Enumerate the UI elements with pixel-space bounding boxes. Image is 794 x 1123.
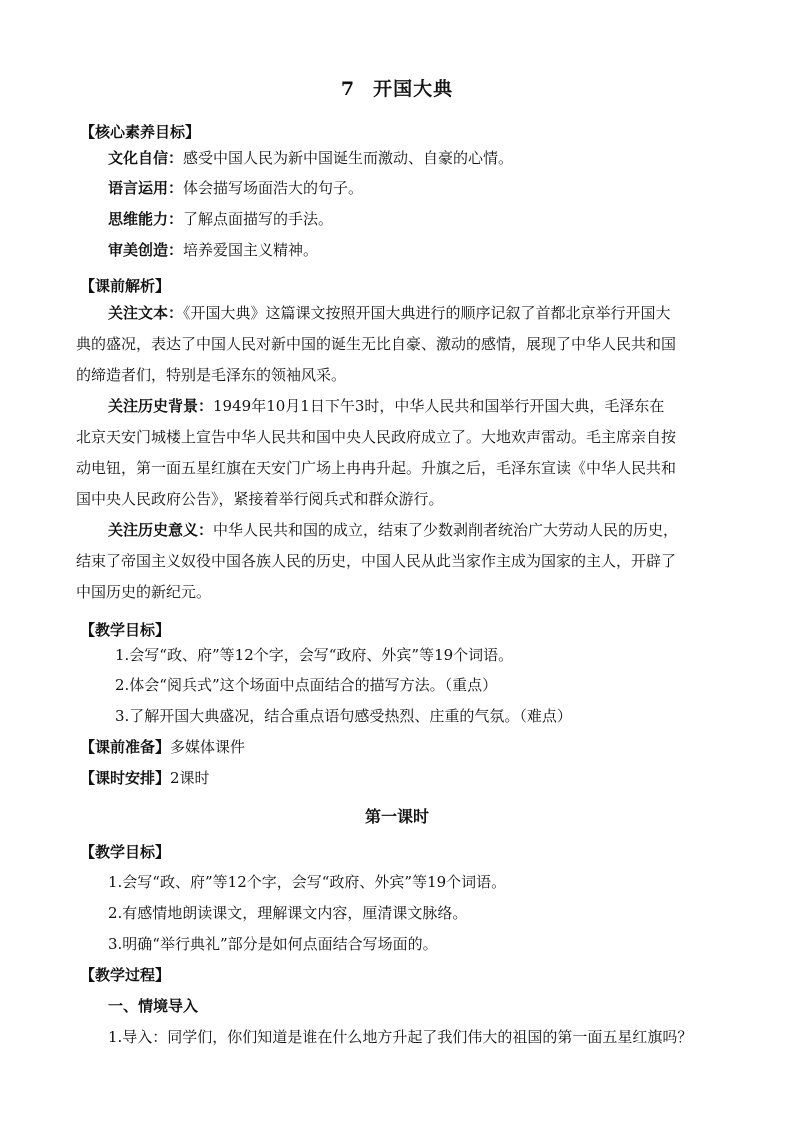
analysis-paragraph-line: 结束了帝国主义奴役中国各族人民的历史，中国人民从此当家作主成为国家的主人，开辟了 [76, 552, 677, 570]
teaching-process-heading: 【教学过程】 [80, 966, 171, 984]
core-goal-item: 语言运用：体会描写场面浩大的句子。 [108, 179, 364, 197]
core-goal-item: 文化自信：感受中国人民为新中国诞生而激动、自豪的心情。 [108, 149, 514, 167]
intro-text: 1.导入：同学们，你们知道是谁在什么地方升起了我们伟大的祖国的第一面五星红旗吗？ [108, 1028, 693, 1046]
first-lesson-title: 第一课时 [364, 807, 429, 826]
analysis-paragraph-line: 北京天安门城楼上宣告中华人民共和国中央人民政府成立了。大地欢声雷动。毛主席亲自按 [76, 428, 677, 446]
first-lesson-goal-item: 1.会写“政、府”等12个字，会写“政府、外宾”等19个词语。 [108, 873, 507, 891]
analysis-paragraph-line: 动电钮，第一面五星红旗在天安门广场上冉冉升起。升旗之后，毛泽东宣读《中华人民共和 [76, 459, 677, 477]
analysis-paragraph-line: 中国历史的新纪元。 [76, 583, 212, 601]
teaching-goal-item: 2.体会“阅兵式”这个场面中点面结合的描写方法。（重点） [115, 676, 498, 694]
core-goal-item: 思维能力：了解点面描写的手法。 [108, 210, 334, 228]
analysis-paragraph-line: 关注历史意义：中华人民共和国的成立，结束了少数剥削者统治广大劳动人民的历史， [108, 521, 679, 539]
core-goals-heading: 【核心素养目标】 [80, 123, 201, 141]
lesson-number: 7 [340, 78, 356, 100]
analysis-paragraph-line: 国中央人民政府公告》，紧接着举行阅兵式和群众游行。 [76, 490, 444, 508]
teaching-goals-heading: 【教学目标】 [80, 621, 171, 639]
teaching-goal-item: 3.了解开国大典盛况，结合重点语句感受热烈、庄重的气氛。（难点） [115, 707, 572, 725]
analysis-paragraph-line: 关注历史背景：1949年10月1日下午3时，中华人民共和国举行开国大典，毛泽东在 [108, 397, 665, 415]
first-lesson-goal-item: 3.明确“举行典礼”部分是如何点面结合写场面的。 [108, 935, 438, 953]
first-lesson-goal-item: 2.有感情地朗读课文，理解课文内容，厘清课文脉络。 [108, 904, 468, 922]
analysis-paragraph-line: 的缔造者们，特别是毛泽东的领袖风采。 [76, 366, 347, 384]
teaching-goal-item: 1.会写“政、府”等12个字，会写“政府、外宾”等19个词语。 [115, 646, 514, 664]
first-lesson-goals-heading: 【教学目标】 [80, 843, 171, 861]
section-heading: 一、情境导入 [108, 997, 199, 1015]
preparation-line: 【课前准备】多媒体课件 [80, 738, 246, 756]
analysis-paragraph-line: 典的盛况，表达了中国人民对新中国的诞生无比自豪、激动的感情，展现了中华人民共和国 [76, 335, 677, 353]
schedule-line: 【课时安排】2课时 [80, 769, 210, 787]
analysis-heading: 【课前解析】 [80, 277, 171, 295]
analysis-paragraph-line: 关注文本：《开国大典》这篇课文按照开国大典进行的顺序记叙了首都北京举行开国大 [108, 304, 671, 322]
lesson-title-text: 开国大典 [373, 78, 454, 100]
lesson-title [0, 76, 794, 102]
core-goal-item: 审美创造：培养爱国主义精神。 [108, 241, 319, 259]
